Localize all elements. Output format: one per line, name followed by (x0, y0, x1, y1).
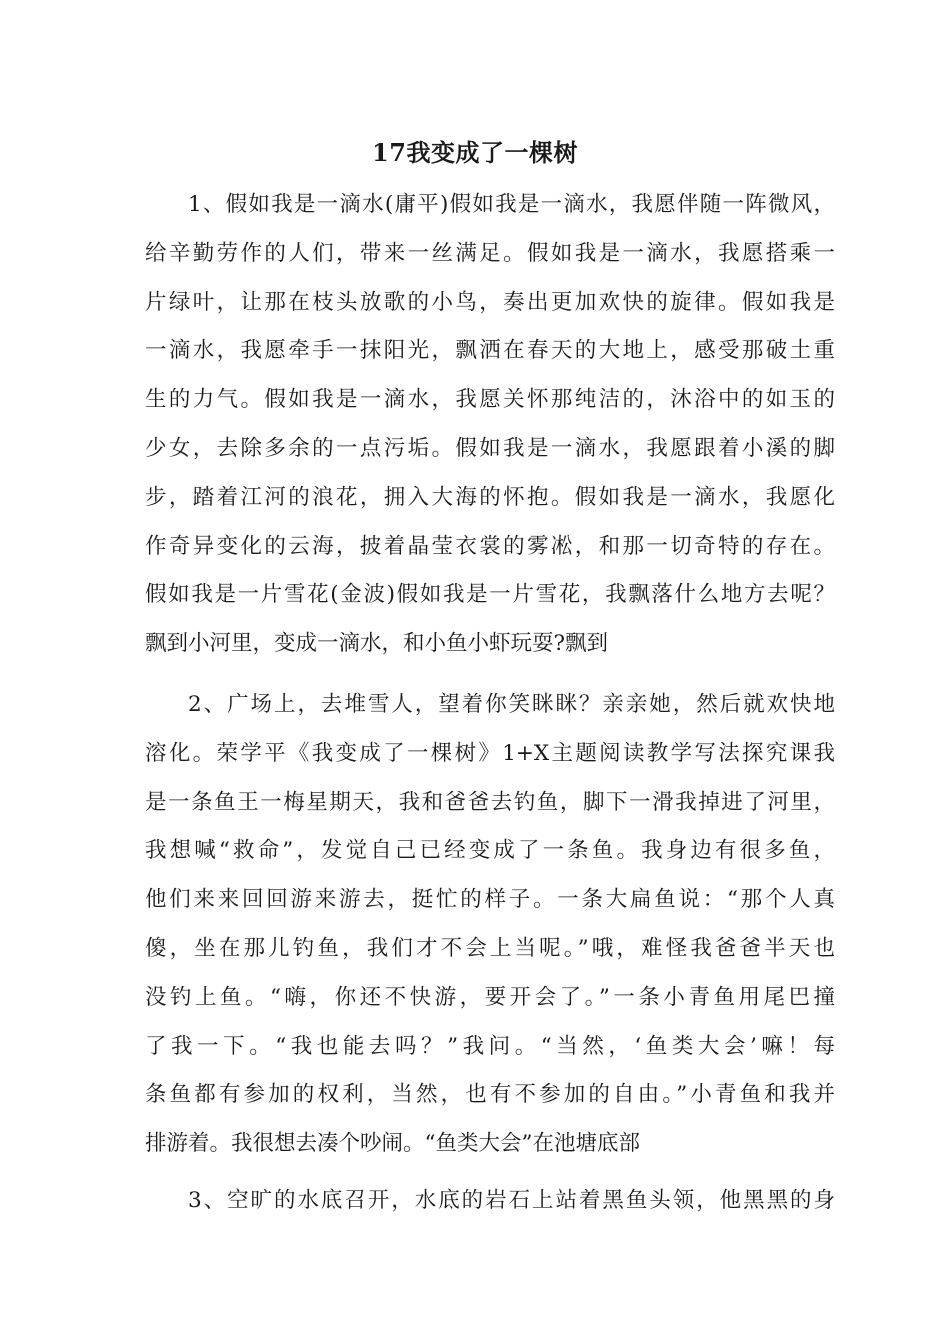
paragraph-1 (145, 181, 835, 669)
text-line: 2、广场上，去堆雪人，望着你笑眯眯？亲亲她，然后就欢快地 (188, 692, 835, 717)
paragraph-2 (145, 681, 835, 1169)
text-line: 没钓上鱼。“嗨，你还不快游，要开会了。”一条小青鱼用尾巴撞 (145, 984, 835, 1010)
text-line: 一滴水，我愿牵手一抹阳光，飘洒在春天的大地上，感受那破土重 (145, 338, 835, 364)
text-line: 给辛勤劳作的人们，带来一丝满足。假如我是一滴水，我愿搭乘一 (145, 240, 835, 266)
text-line: 他们来来回回游来游去，挺忙的样子。一条大扁鱼说：“那个人真 (145, 887, 835, 913)
text-line: 步，踏着江河的浪花，拥入大海的怀抱。假如我是一滴水，我愿化 (145, 484, 835, 510)
text-line: 少女，去除多余的一点污垢。假如我是一滴水，我愿跟着小溪的脚 (145, 435, 835, 461)
text-line: 飘到小河里，变成一滴水，和小鱼小虾玩耍?飘到 (145, 631, 609, 657)
document-title: 17我变成了一棵树 (372, 138, 578, 167)
text-line: 了我一下。“我也能去吗？”我问。“当然，‘鱼类大会’嘛！每 (145, 1033, 835, 1059)
text-line: 傻，坐在那儿钓鱼，我们才不会上当呢。”哦，难怪我爸爸半天也 (145, 935, 835, 961)
text-line: 3、空旷的水底召开，水底的岩石上站着黑鱼头领，他黑黑的身 (188, 1188, 835, 1213)
text-line: 溶化。荣学平《我变成了一棵树》1+X主题阅读教学写法探究课我 (145, 740, 835, 766)
paragraph-3 (145, 1177, 835, 1226)
text-line: 作奇异变化的云海，披着晶莹衣裳的雾凇，和那一切奇特的存在。 (145, 533, 835, 559)
text-line: 片绿叶，让那在枝头放歌的小鸟，奏出更加欢快的旋律。假如我是 (145, 289, 835, 315)
text-line: 是一条鱼王一梅星期天，我和爸爸去钓鱼，脚下一滑我掉进了河里， (145, 789, 835, 815)
text-line: 排游着。我很想去凑个吵闹。“鱼类大会”在池塘底部 (145, 1131, 640, 1157)
text-line: 假如我是一片雪花(金波)假如我是一片雪花，我飘落什么地方去呢？ (145, 582, 835, 608)
text-line: 条鱼都有参加的权利，当然，也有不参加的自由。”小青鱼和我并 (145, 1082, 835, 1108)
text-line: 生的力气。假如我是一滴水，我愿关怀那纯洁的，沐浴中的如玉的 (145, 387, 835, 413)
text-line: 我想喊“救命”，发觉自己已经变成了一条鱼。我身边有很多鱼， (145, 838, 835, 864)
text-line: 1、假如我是一滴水(庸平)假如我是一滴水，我愿伴随一阵微风， (188, 192, 835, 217)
